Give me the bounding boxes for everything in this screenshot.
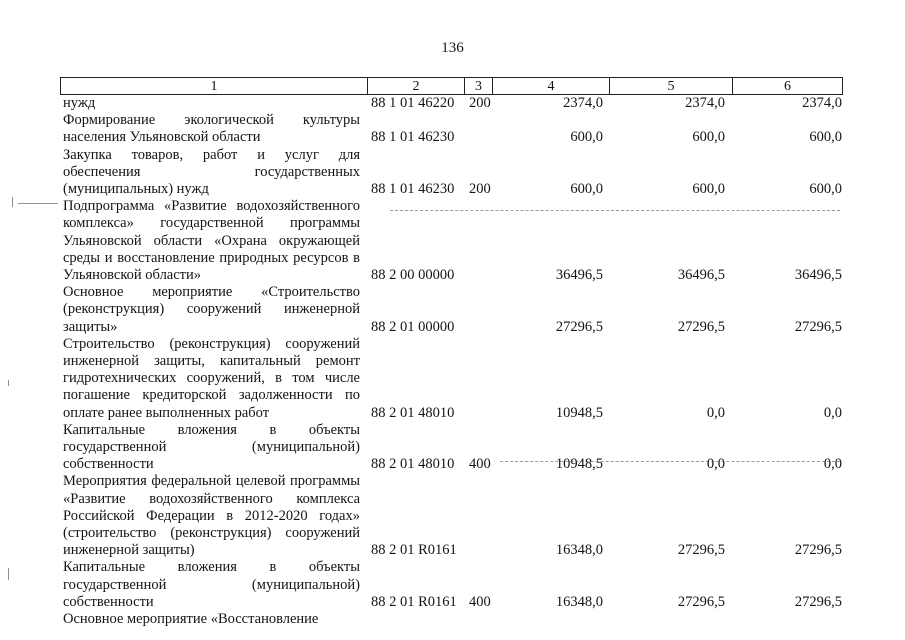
header-col-5: 5	[610, 78, 733, 94]
row-amount-col6: 600,0	[809, 129, 842, 146]
margin-mark	[8, 568, 9, 580]
row-target-code: 88 2 00 00000	[371, 267, 455, 284]
row-amount-col6: 0,0	[823, 404, 842, 421]
row-amount-col6: 27296,5	[794, 542, 842, 559]
row-amount-col4: 10948,5	[555, 456, 603, 473]
row-amount-col4: 36496,5	[555, 267, 603, 284]
row-amount-col4: 10948,5	[555, 404, 603, 421]
table-row	[0, 147, 905, 199]
scan-artifact-line	[500, 461, 840, 462]
row-amount-col6: 27296,5	[794, 593, 842, 610]
header-col-2: 2	[368, 78, 465, 94]
table-row	[0, 198, 905, 284]
table-row	[0, 422, 905, 474]
row-description: Подпрограмма «Развитие водохозяйственного комплекса» государственной программы Ульяновской области «Охрана окружающей среды и восстановление природных ресурсов в Ульяновской области»	[63, 198, 360, 284]
table-header	[60, 77, 843, 95]
row-amount-col4: 16348,0	[555, 593, 603, 610]
row-amount-col6: 0,0	[823, 456, 842, 473]
row-amount-col6: 36496,5	[794, 267, 842, 284]
scan-artifact-line	[18, 203, 58, 204]
row-description: Мероприятия федеральной целевой программы «Развитие водохозяйственного комплекса Российской Федерации в 2012-2020 годах» (строительство (реконструкция) сооружений инженерной защиты)	[63, 473, 360, 559]
row-amount-col5: 27296,5	[677, 593, 725, 610]
table-row	[0, 611, 905, 628]
table-row	[0, 112, 905, 146]
row-amount-col6: 600,0	[809, 181, 842, 198]
row-target-code: 88 2 01 48010	[371, 404, 455, 421]
margin-mark	[12, 197, 13, 207]
row-description: Основное мероприятие «Строительство (реконструкция) сооружений инженерной защиты»	[63, 284, 360, 335]
row-description: нужд	[63, 95, 96, 111]
row-amount-col5: 36496,5	[677, 267, 725, 284]
row-description: Формирование экологической культуры населения Ульяновской области	[63, 112, 360, 146]
row-target-code: 88 1 01 46220	[371, 95, 455, 111]
page-number: 136	[441, 40, 464, 56]
header-col-6: 6	[784, 79, 791, 94]
header-col-3: 3	[465, 78, 493, 94]
row-description: Строительство (реконструкция) сооружений инженерной защиты, капитальный ремонт гидротехнических сооружений, в том числе погашение кредиторской задолженности по оплате ранее выполненных работ	[63, 335, 360, 421]
row-description: Капитальные вложения в объекты государственной (муниципальной) собственности	[63, 421, 360, 473]
row-amount-col5: 0,0	[706, 404, 725, 421]
row-amount-col5: 2374,0	[685, 95, 725, 111]
header-col-4: 4	[493, 78, 610, 94]
row-target-code: 88 2 01 00000	[371, 318, 455, 335]
row-amount-col4: 16348,0	[555, 542, 603, 559]
row-amount-col4: 2374,0	[563, 95, 603, 111]
row-description: Закупка товаров, работ и услуг для обеспечения государственных (муниципальных) нужд	[63, 146, 360, 198]
row-target-code: 88 1 01 46230	[371, 181, 455, 198]
margin-mark	[8, 380, 9, 386]
row-target-code: 88 1 01 46230	[371, 129, 455, 146]
row-amount-col5: 27296,5	[677, 542, 725, 559]
table-row	[0, 559, 905, 611]
row-target-code: 88 2 01 R0161	[371, 542, 457, 559]
row-expense-type: 400	[469, 593, 491, 610]
budget-table-body	[0, 95, 905, 628]
row-amount-col5: 600,0	[692, 129, 725, 146]
row-expense-type: 400	[469, 456, 491, 473]
header-col-1: 1	[61, 78, 368, 94]
row-amount-col5: 600,0	[692, 181, 725, 198]
row-expense-type: 200	[469, 95, 491, 111]
row-amount-col5: 27296,5	[677, 318, 725, 335]
table-row	[0, 473, 905, 559]
scan-artifact-line	[390, 210, 840, 211]
row-amount-col6: 27296,5	[794, 318, 842, 335]
table-row	[0, 284, 905, 336]
row-target-code: 88 2 01 48010	[371, 456, 455, 473]
row-amount-col4: 27296,5	[555, 318, 603, 335]
table-row	[0, 95, 905, 112]
table-row	[0, 336, 905, 422]
row-amount-col5: 0,0	[706, 456, 725, 473]
row-target-code: 88 2 01 R0161	[371, 593, 457, 610]
row-amount-col6: 2374,0	[802, 95, 842, 111]
row-amount-col4: 600,0	[570, 181, 603, 198]
row-expense-type: 200	[469, 181, 491, 198]
row-description: Основное мероприятие «Восстановление	[63, 611, 319, 628]
row-description: Капитальные вложения в объекты государственной (муниципальной) собственности	[63, 559, 360, 610]
row-amount-col4: 600,0	[570, 129, 603, 146]
